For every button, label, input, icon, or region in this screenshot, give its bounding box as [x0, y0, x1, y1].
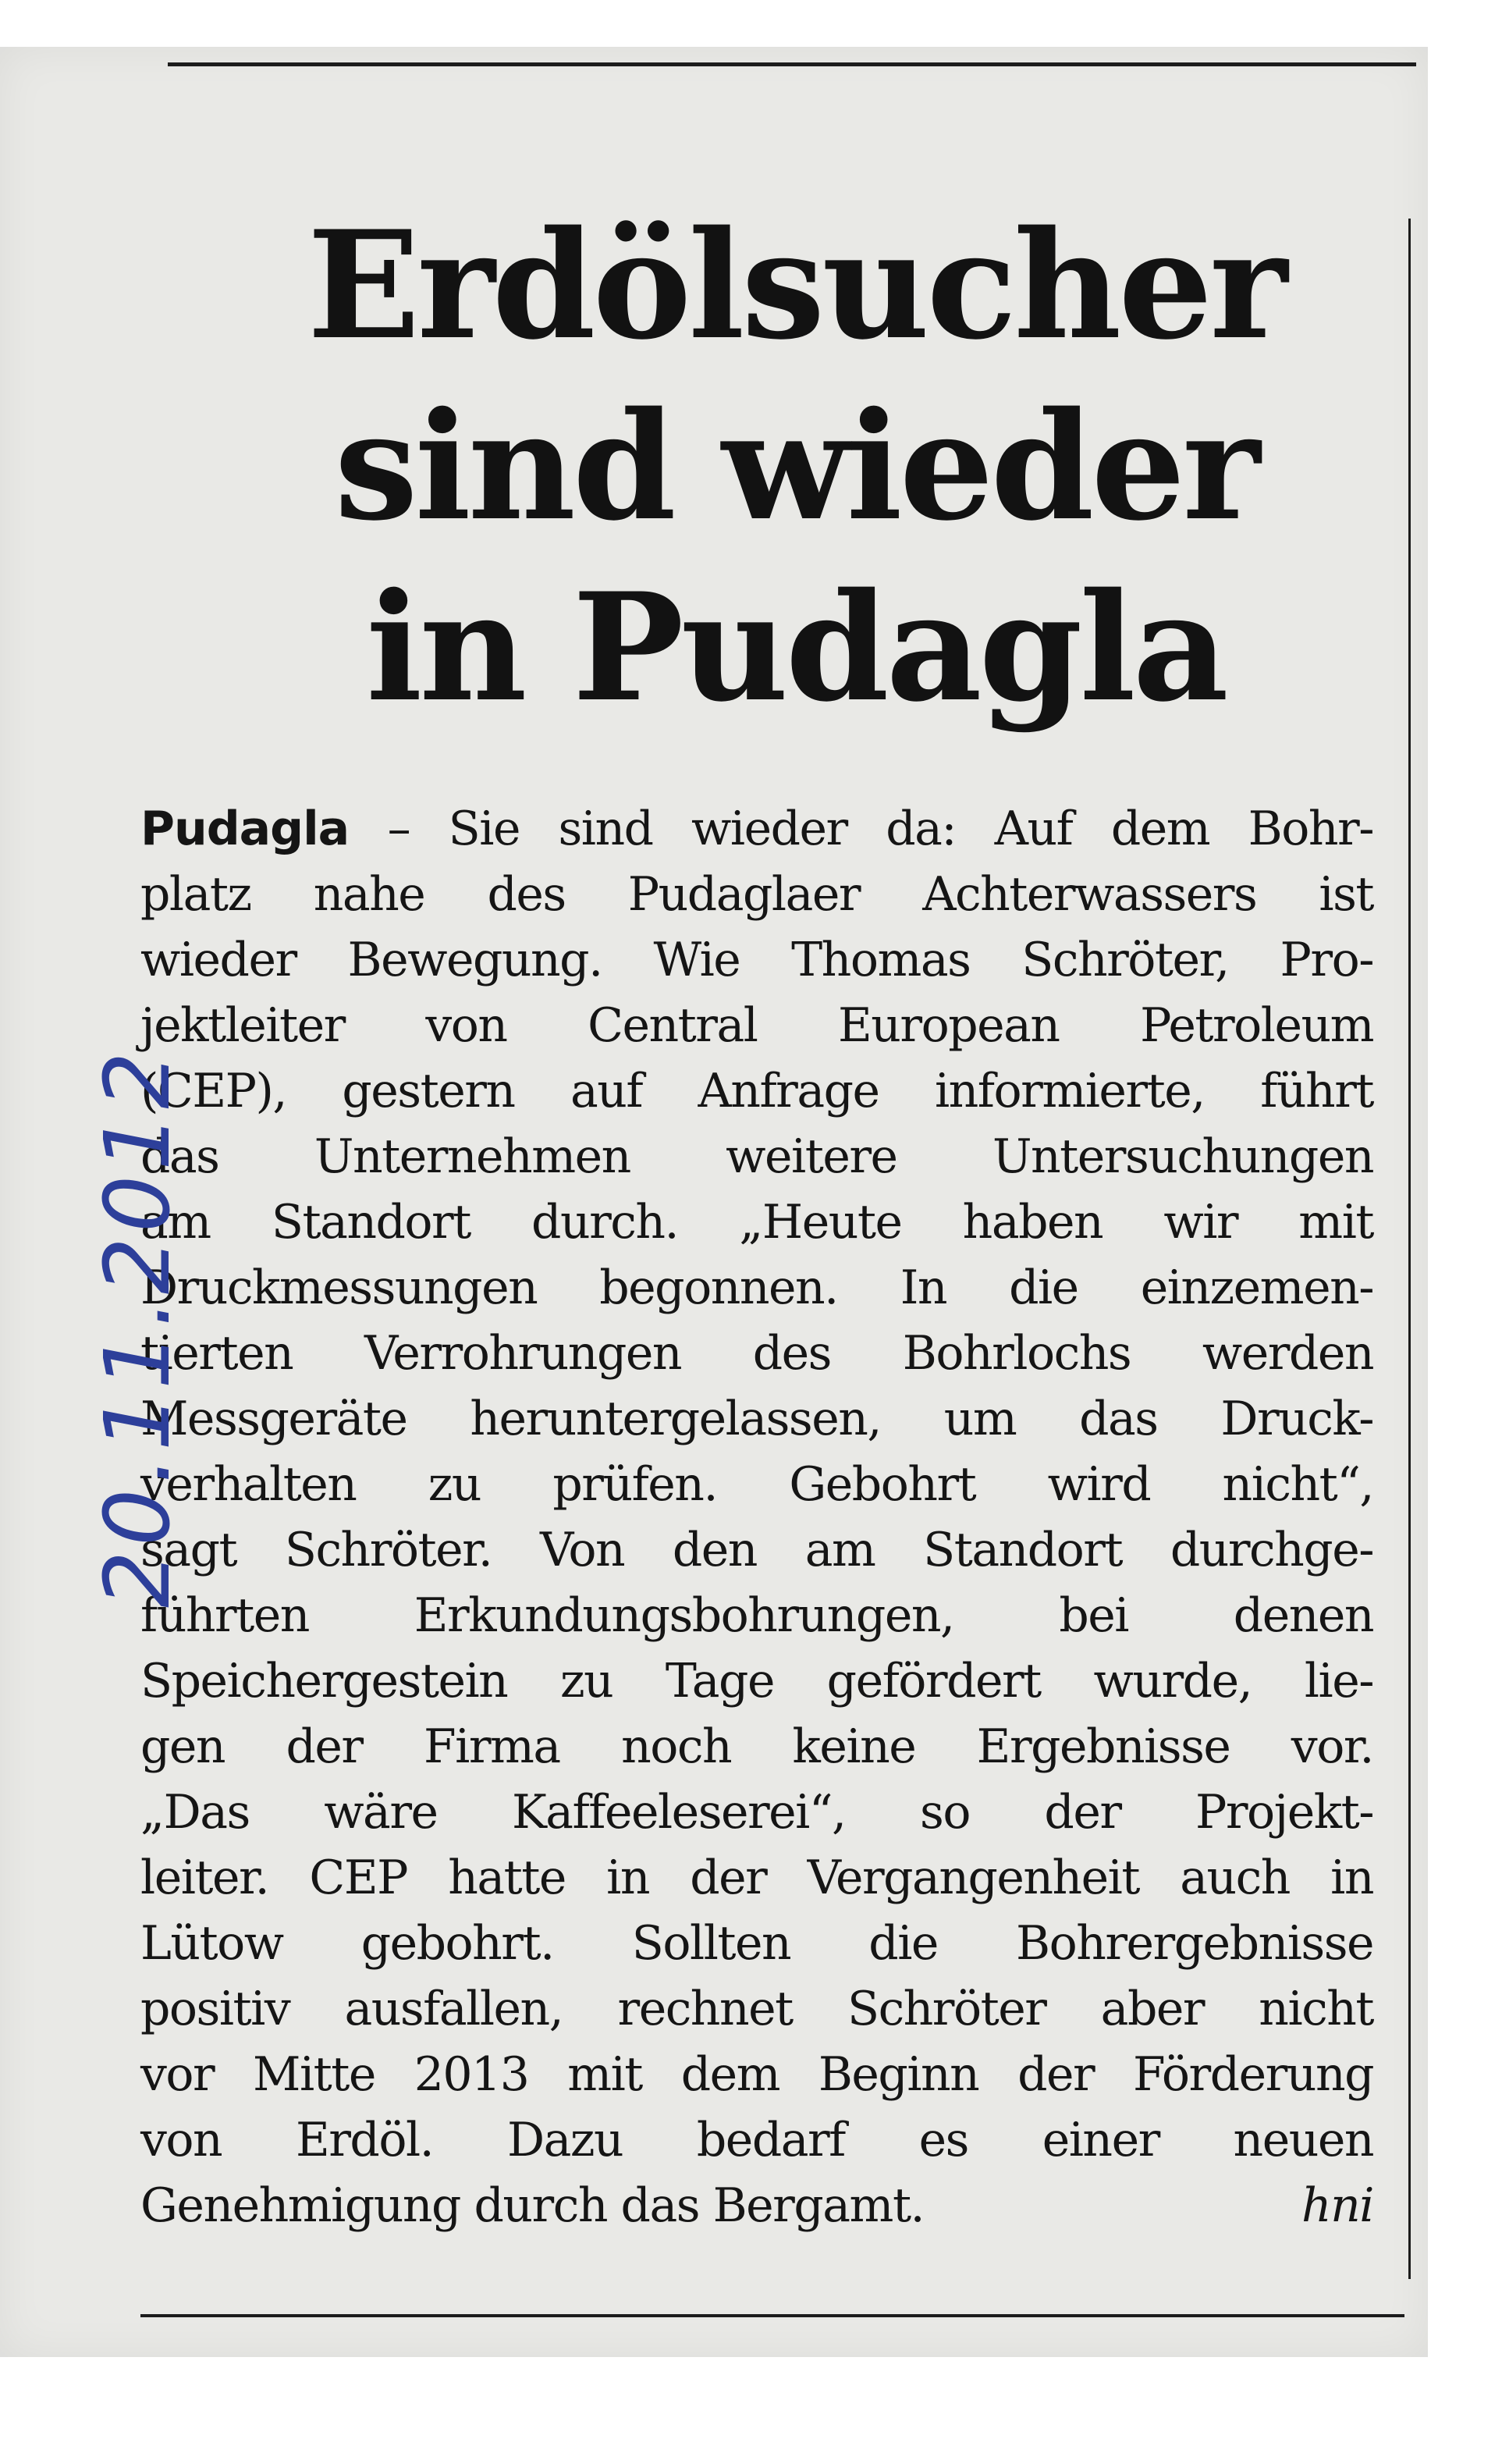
dateline: Pudagla	[140, 802, 350, 856]
body-last-line	[140, 2173, 1373, 2238]
last-line-text: Genehmigung durch das Bergamt.	[140, 2178, 925, 2233]
headline	[172, 195, 1420, 738]
first-line-text: – Sie sind wieder da: Auf dem Bohr-	[349, 802, 1373, 856]
top-rule	[168, 62, 1416, 66]
body-line: positiv ausfallen, rechnet Schröter aber nicht	[140, 1982, 1373, 2036]
handwritten-date: 20.11.2012	[86, 1047, 190, 1608]
body-line-1	[140, 796, 1373, 862]
body-line: tierten Verrohrungen des Bohrlochs werden	[140, 1326, 1373, 1381]
body-line: leiter. CEP hatte in der Vergangenheit auch in	[140, 1851, 1373, 1905]
body-line: „Das wäre Kaffeeleserei“, so der Projekt-	[140, 1785, 1373, 1840]
headline-line-1: Erdölsucher	[307, 198, 1285, 372]
article-body	[140, 796, 1373, 2238]
body-line: vor Mitte 2013 mit dem Beginn der Förderung	[140, 2047, 1373, 2102]
body-line: gen der Firma noch keine Ergebnisse vor.	[140, 1719, 1373, 1774]
body-line: Messgeräte heruntergelassen, um das Druck-	[140, 1392, 1373, 1446]
body-line: Druckmessungen begonnen. In die einzemen-	[140, 1260, 1373, 1315]
body-line: wieder Bewegung. Wie Thomas Schröter, Pro-	[140, 933, 1373, 987]
body-line: verhalten zu prüfen. Gebohrt wird nicht“,	[140, 1457, 1373, 1512]
body-line: (CEP), gestern auf Anfrage informierte, führt	[140, 1064, 1373, 1118]
author-signature: hni	[1301, 2178, 1373, 2233]
body-line: das Unternehmen weitere Untersuchungen	[140, 1129, 1373, 1184]
body-line: platz nahe des Pudaglaer Achterwassers ist	[140, 867, 1373, 922]
body-line: führten Erkundungsbohrungen, bei denen	[140, 1588, 1373, 1643]
bottom-rule	[140, 2314, 1404, 2317]
body-line: jektleiter von Central European Petroleum	[140, 998, 1373, 1053]
body-line: am Standort durch. „Heute haben wir mit	[140, 1195, 1373, 1250]
headline-line-2: sind wieder	[334, 379, 1258, 553]
body-line: Speichergestein zu Tage gefördert wurde, lie-	[140, 1654, 1373, 1708]
headline-line-3: in Pudagla	[366, 560, 1226, 734]
body-line: sagt Schröter. Von den am Standort durchge-	[140, 1523, 1373, 1577]
body-line: Lütow gebohrt. Sollten die Bohrergebnisse	[140, 1916, 1373, 1971]
body-line: von Erdöl. Dazu bedarf es einer neuen	[140, 2113, 1373, 2167]
